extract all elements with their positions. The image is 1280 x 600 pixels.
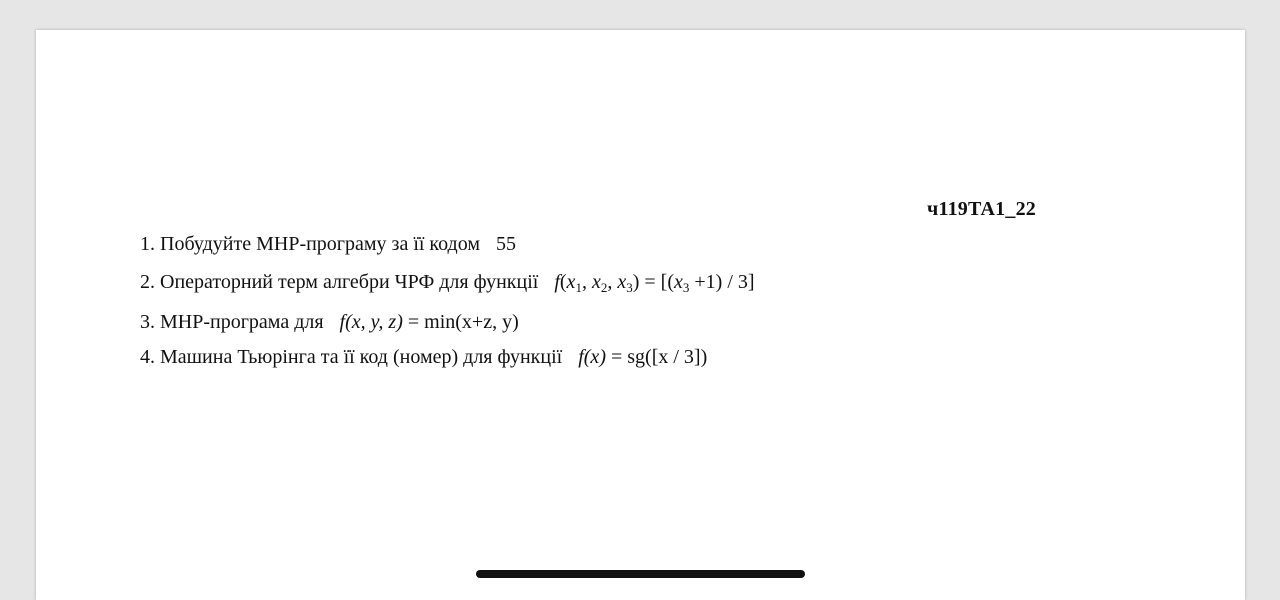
task-formula-lhs: f(x): [578, 346, 606, 368]
task-number: 1.: [140, 233, 155, 255]
task-text: Побудуйте МНР-програму за її кодом: [160, 233, 481, 255]
task-number: 3.: [140, 311, 155, 333]
task-formula-lhs: f(x, y, z): [339, 311, 403, 333]
task-text: Машина Тьюрінга та її код (номер) для функції: [160, 346, 563, 368]
document-code: ч119ТА1_22: [927, 198, 1036, 220]
task-text: МНР-програма для: [160, 311, 324, 333]
task-number: 2.: [140, 271, 155, 293]
task-2: [140, 271, 755, 295]
task-3: 3. МНР-програма для f(x, y, z) = min(x+z, y): [140, 311, 519, 333]
task-value: 55: [496, 233, 517, 255]
task-formula-rhs: sg([x / 3]): [627, 346, 708, 368]
task-formula: $f(x_1$, $x_2$, $x_3) = [(x_3 +1) / 3]$: [554, 271, 755, 295]
task-number: 4.: [140, 346, 155, 368]
home-indicator-bar[interactable]: [476, 570, 805, 578]
task-4: 4. Машина Тьюрінга та її код (номер) для функції f(x) = sg([x / 3]): [140, 346, 708, 368]
document-page: [36, 30, 1245, 600]
task-text: Операторний терм алгебри ЧРФ для функції: [160, 271, 539, 293]
task-formula-rhs: min(x+z, y): [424, 311, 519, 333]
task-1: [140, 234, 516, 254]
